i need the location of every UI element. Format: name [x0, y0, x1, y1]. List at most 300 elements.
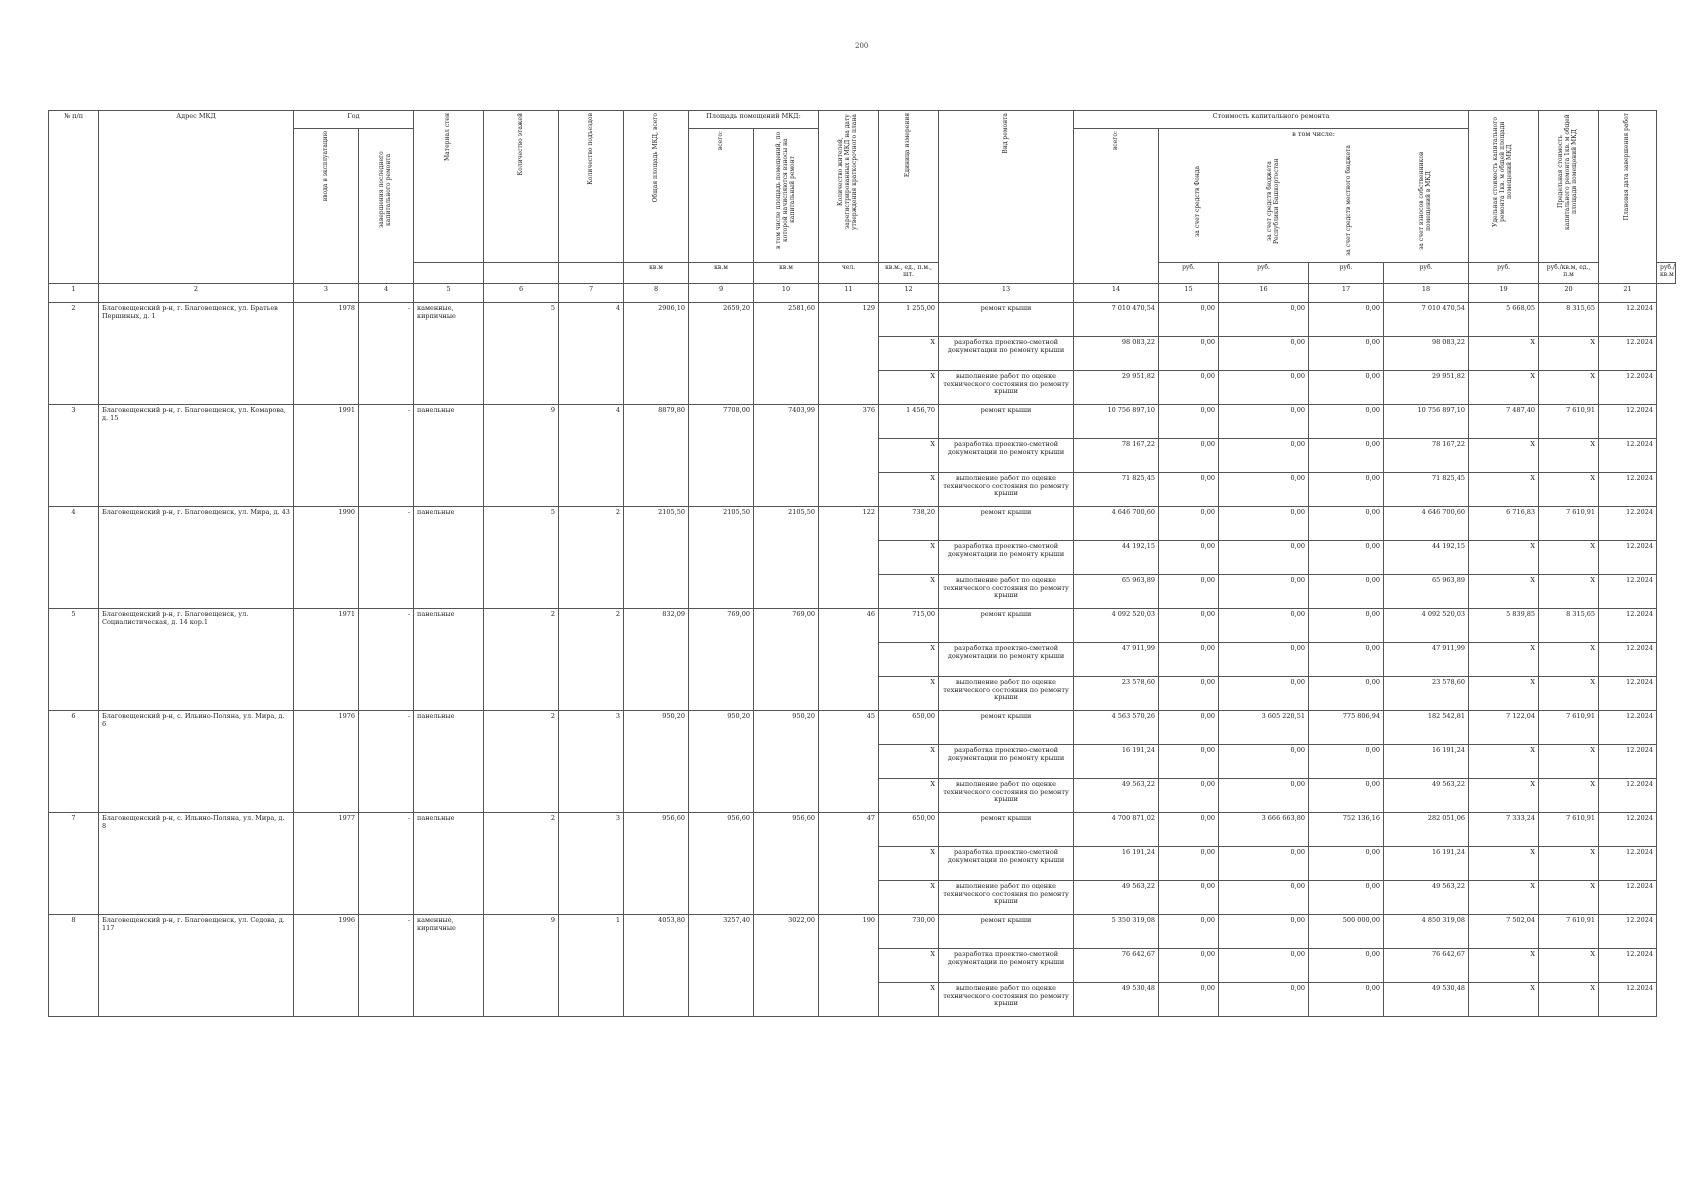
cell-unit: X: [879, 575, 939, 609]
cell-a1: 4053,80: [624, 915, 689, 1017]
cell-rb: 0,00: [1219, 779, 1309, 813]
cell-lc: X: [1539, 337, 1599, 371]
table-row: [49, 813, 1676, 847]
header-entrances: Количество подъездов: [586, 113, 594, 185]
cell-own: 49 563,22: [1384, 881, 1469, 915]
cell-tot: 76 642,67: [1074, 949, 1159, 983]
cell-own: 29 951,82: [1384, 371, 1469, 405]
cell-lc: 7 610,91: [1539, 405, 1599, 439]
cell-own: 44 192,15: [1384, 541, 1469, 575]
cell-uc: X: [1469, 983, 1539, 1017]
cell-n: 3: [49, 405, 99, 507]
header-floors: Количество этажей: [516, 113, 524, 176]
cell-y1: 1996: [294, 915, 359, 1017]
cell-type: выполнение работ по оценке технического состояния по ремонту крыши: [939, 779, 1074, 813]
cell-lc: X: [1539, 643, 1599, 677]
cell-type: разработка проектно-сметной документации по ремонту крыши: [939, 439, 1074, 473]
cell-tot: 49 563,22: [1074, 779, 1159, 813]
unit-cell: кв.м: [624, 263, 689, 284]
column-number: 13: [939, 284, 1074, 303]
cell-uc: 7 122,04: [1469, 711, 1539, 745]
cell-ent: 1: [559, 915, 624, 1017]
cell-f: 0,00: [1159, 881, 1219, 915]
cell-own: 4 092 520,03: [1384, 609, 1469, 643]
unit-cell: [414, 263, 484, 284]
cell-f: 0,00: [1159, 473, 1219, 507]
cell-mat: панельные: [414, 507, 484, 609]
column-number: 2: [99, 284, 294, 303]
unit-cell: руб.: [1469, 263, 1539, 284]
cell-type: ремонт крыши: [939, 915, 1074, 949]
cell-ent: 2: [559, 507, 624, 609]
cell-f: 0,00: [1159, 405, 1219, 439]
cell-uc: X: [1469, 677, 1539, 711]
cell-tot: 10 756 897,10: [1074, 405, 1159, 439]
cell-y1: 1990: [294, 507, 359, 609]
cell-lb: 0,00: [1309, 575, 1384, 609]
cell-own: 49 563,22: [1384, 779, 1469, 813]
cell-own: 4 646 700,60: [1384, 507, 1469, 541]
cell-dt: 12.2024: [1599, 473, 1657, 507]
cell-tot: 16 191,24: [1074, 745, 1159, 779]
unit-cell: кв.м: [689, 263, 754, 284]
cell-lc: X: [1539, 371, 1599, 405]
cell-a1: 8879,80: [624, 405, 689, 507]
cell-f: 0,00: [1159, 745, 1219, 779]
header-owners: за счет взносов собственников помещений в МКД: [1417, 152, 1432, 251]
cell-a3: 950,20: [754, 711, 819, 813]
cell-uc: 7 502,04: [1469, 915, 1539, 949]
cell-uc: X: [1469, 779, 1539, 813]
cell-uc: X: [1469, 337, 1539, 371]
cell-own: 7 010 470,54: [1384, 303, 1469, 337]
cell-res: 46: [819, 609, 879, 711]
header-unit: Единица измерения: [904, 113, 912, 178]
cell-a3: 769,00: [754, 609, 819, 711]
cell-tot: 98 083,22: [1074, 337, 1159, 371]
cell-lb: 0,00: [1309, 405, 1384, 439]
cell-lc: X: [1539, 541, 1599, 575]
cell-dt: 12.2024: [1599, 541, 1657, 575]
cell-dt: 12.2024: [1599, 677, 1657, 711]
header-total-area: Общая площадь МКД, всего: [651, 113, 659, 203]
cell-type: разработка проектно-сметной документации по ремонту крыши: [939, 745, 1074, 779]
cell-tot: 47 911,99: [1074, 643, 1159, 677]
cell-lc: X: [1539, 473, 1599, 507]
cell-type: разработка проектно-сметной документации по ремонту крыши: [939, 847, 1074, 881]
column-numbers-row: [49, 284, 1676, 303]
cell-lc: X: [1539, 847, 1599, 881]
cell-a2: 7708,00: [689, 405, 754, 507]
column-number: 11: [819, 284, 879, 303]
cell-lc: X: [1539, 575, 1599, 609]
cell-rb: 0,00: [1219, 473, 1309, 507]
cell-a1: 956,60: [624, 813, 689, 915]
cell-lc: 8 315,65: [1539, 609, 1599, 643]
cell-f: 0,00: [1159, 711, 1219, 745]
header-year-last-repair: завершения последнего капитального ремонта: [378, 151, 392, 229]
cell-unit: 738,20: [879, 507, 939, 541]
header-republic: за счет средств бюджета Республики Башкортостан: [1266, 158, 1280, 245]
cell-rb: 0,00: [1219, 303, 1309, 337]
cell-unit: 650,00: [879, 813, 939, 847]
cell-f: 0,00: [1159, 303, 1219, 337]
cell-y1: 1978: [294, 303, 359, 405]
column-number: 5: [414, 284, 484, 303]
cell-addr: Благовещенский р-н, г. Благовещенск, ул. Седова, д. 117: [99, 915, 294, 1017]
cell-own: 78 167,22: [1384, 439, 1469, 473]
column-number: 8: [624, 284, 689, 303]
cell-addr: Благовещенский р-н, с. Ильино-Поляна, ул. Мира, д. 6: [99, 711, 294, 813]
cell-lb: 0,00: [1309, 847, 1384, 881]
cell-f: 0,00: [1159, 575, 1219, 609]
cell-type: ремонт крыши: [939, 405, 1074, 439]
cell-ent: 3: [559, 711, 624, 813]
cell-type: ремонт крыши: [939, 711, 1074, 745]
cell-fl: 5: [484, 303, 559, 405]
cell-own: 4 850 319,08: [1384, 915, 1469, 949]
cell-rb: 0,00: [1219, 915, 1309, 949]
cell-type: выполнение работ по оценке технического состояния по ремонту крыши: [939, 677, 1074, 711]
cell-uc: 6 716,83: [1469, 507, 1539, 541]
header-year: Год: [294, 111, 414, 129]
cell-addr: Благовещенский р-н, с. Ильино-Поляна, ул. Мира, д. 8: [99, 813, 294, 915]
cell-unit: X: [879, 643, 939, 677]
cell-a2: 2105,50: [689, 507, 754, 609]
cell-own: 98 083,22: [1384, 337, 1469, 371]
cell-tot: 4 700 871,02: [1074, 813, 1159, 847]
cell-own: 47 911,99: [1384, 643, 1469, 677]
cell-a2: 950,20: [689, 711, 754, 813]
cell-n: 8: [49, 915, 99, 1017]
cell-dt: 12.2024: [1599, 337, 1657, 371]
cell-lb: 0,00: [1309, 303, 1384, 337]
cell-y2: -: [359, 507, 414, 609]
cell-y2: -: [359, 303, 414, 405]
cell-y2: -: [359, 405, 414, 507]
cell-dt: 12.2024: [1599, 813, 1657, 847]
cell-rb: 0,00: [1219, 745, 1309, 779]
header-fund: за счет средств Фонда: [1193, 165, 1201, 238]
cell-mat: панельные: [414, 405, 484, 507]
cell-fl: 2: [484, 711, 559, 813]
cell-rb: 0,00: [1219, 371, 1309, 405]
cell-uc: X: [1469, 847, 1539, 881]
cell-f: 0,00: [1159, 439, 1219, 473]
header-address: Адрес МКД: [99, 111, 294, 284]
cell-res: 122: [819, 507, 879, 609]
table-row: [49, 507, 1676, 541]
unit-cell: руб./кв.м: [1657, 263, 1676, 284]
cell-own: 23 578,60: [1384, 677, 1469, 711]
cell-res: 129: [819, 303, 879, 405]
cell-own: 71 825,45: [1384, 473, 1469, 507]
cell-lb: 0,00: [1309, 507, 1384, 541]
cell-type: выполнение работ по оценке технического состояния по ремонту крыши: [939, 371, 1074, 405]
cell-dt: 12.2024: [1599, 643, 1657, 677]
cell-f: 0,00: [1159, 371, 1219, 405]
column-number: 7: [559, 284, 624, 303]
unit-cell: руб.: [1159, 263, 1219, 284]
cell-mat: каменные, кирпичные: [414, 303, 484, 405]
cell-lc: X: [1539, 745, 1599, 779]
cell-lb: 0,00: [1309, 677, 1384, 711]
cell-a2: 956,60: [689, 813, 754, 915]
cell-y1: 1977: [294, 813, 359, 915]
cell-uc: 7 333,24: [1469, 813, 1539, 847]
cell-dt: 12.2024: [1599, 575, 1657, 609]
unit-cell: руб.: [1384, 263, 1469, 284]
cell-ent: 3: [559, 813, 624, 915]
cell-rb: 0,00: [1219, 643, 1309, 677]
cell-lb: 0,00: [1309, 439, 1384, 473]
cell-y2: -: [359, 609, 414, 711]
cell-dt: 12.2024: [1599, 609, 1657, 643]
cell-dt: 12.2024: [1599, 371, 1657, 405]
cell-own: 16 191,24: [1384, 745, 1469, 779]
cell-uc: X: [1469, 881, 1539, 915]
cell-unit: X: [879, 949, 939, 983]
cell-y1: 1991: [294, 405, 359, 507]
cell-lc: 8 315,65: [1539, 303, 1599, 337]
cell-uc: 7 487,40: [1469, 405, 1539, 439]
repair-plan-table: [48, 110, 1676, 1017]
cell-unit: X: [879, 677, 939, 711]
cell-dt: 12.2024: [1599, 745, 1657, 779]
column-number: 21: [1599, 284, 1657, 303]
cell-ent: 2: [559, 609, 624, 711]
cell-tot: 23 578,60: [1074, 677, 1159, 711]
column-number: 6: [484, 284, 559, 303]
cell-res: 376: [819, 405, 879, 507]
cell-tot: 65 963,89: [1074, 575, 1159, 609]
cell-lc: 7 610,91: [1539, 813, 1599, 847]
cell-type: выполнение работ по оценке технического состояния по ремонту крыши: [939, 983, 1074, 1017]
cell-fl: 2: [484, 609, 559, 711]
cell-a3: 2105,50: [754, 507, 819, 609]
column-number: 1: [49, 284, 99, 303]
cell-a2: 3257,40: [689, 915, 754, 1017]
header-including: в том числе: за счет средств Фонда за счет средств бюджета Республики Башкортостан за счет средств местного бюджета за счет взносов собственников помещений в МКД: [1159, 129, 1469, 263]
cell-y2: -: [359, 813, 414, 915]
cell-tot: 44 192,15: [1074, 541, 1159, 575]
cell-a3: 2581,60: [754, 303, 819, 405]
cell-lb: 0,00: [1309, 779, 1384, 813]
cell-lb: 0,00: [1309, 371, 1384, 405]
cell-a3: 7403,99: [754, 405, 819, 507]
table-row: [49, 303, 1676, 337]
cell-rb: 0,00: [1219, 541, 1309, 575]
cell-ent: 4: [559, 405, 624, 507]
table-row: [49, 915, 1676, 949]
cell-tot: 16 191,24: [1074, 847, 1159, 881]
cell-own: 76 642,67: [1384, 949, 1469, 983]
cell-tot: 49 530,48: [1074, 983, 1159, 1017]
cell-rb: 3 605 220,51: [1219, 711, 1309, 745]
cell-unit: X: [879, 881, 939, 915]
cell-f: 0,00: [1159, 507, 1219, 541]
cell-lb: 0,00: [1309, 643, 1384, 677]
column-number: 17: [1309, 284, 1384, 303]
cell-n: 4: [49, 507, 99, 609]
cell-addr: Благовещенский р-н, г. Благовещенск, ул. Братьев Першиных, д. 1: [99, 303, 294, 405]
cell-f: 0,00: [1159, 541, 1219, 575]
cell-type: ремонт крыши: [939, 609, 1074, 643]
cell-rb: 0,00: [1219, 609, 1309, 643]
cell-uc: X: [1469, 949, 1539, 983]
cell-type: разработка проектно-сметной документации по ремонту крыши: [939, 643, 1074, 677]
cell-tot: 71 825,45: [1074, 473, 1159, 507]
cell-y1: 1976: [294, 711, 359, 813]
cell-rb: 0,00: [1219, 405, 1309, 439]
column-number: 19: [1469, 284, 1539, 303]
cell-a1: 950,20: [624, 711, 689, 813]
cell-own: 10 756 897,10: [1384, 405, 1469, 439]
cell-addr: Благовещенский р-н, г. Благовещенск, ул. Мира, д. 43: [99, 507, 294, 609]
page-number: 200: [855, 42, 869, 50]
cell-unit: 715,00: [879, 609, 939, 643]
cell-dt: 12.2024: [1599, 847, 1657, 881]
cell-rb: 0,00: [1219, 337, 1309, 371]
cell-own: 16 191,24: [1384, 847, 1469, 881]
cell-tot: 4 563 570,26: [1074, 711, 1159, 745]
unit-cell: руб.: [1309, 263, 1384, 284]
column-number: 12: [879, 284, 939, 303]
cell-lb: 0,00: [1309, 337, 1384, 371]
unit-cell: руб./кв.м, ед., п.м: [1539, 263, 1599, 284]
cell-uc: X: [1469, 643, 1539, 677]
cell-fl: 9: [484, 405, 559, 507]
cell-lb: 500 000,00: [1309, 915, 1384, 949]
cell-type: разработка проектно-сметной документации по ремонту крыши: [939, 541, 1074, 575]
header-unit-cost: Удельная стоимость капитального ремонта 1кв. м общей площади помещений МКД: [1492, 116, 1513, 228]
header-wall-material: Материал стен: [444, 113, 452, 161]
cell-tot: 4 646 700,60: [1074, 507, 1159, 541]
cell-f: 0,00: [1159, 949, 1219, 983]
cell-unit: X: [879, 337, 939, 371]
cell-f: 0,00: [1159, 643, 1219, 677]
header-cost-total: всего:: [1111, 131, 1119, 151]
column-number: 14: [1074, 284, 1159, 303]
cell-rb: 0,00: [1219, 881, 1309, 915]
column-number: 4: [359, 284, 414, 303]
unit-cell: [559, 263, 624, 284]
header-cost: Стоимость капитального ремонта: [1074, 111, 1469, 129]
cell-f: 0,00: [1159, 813, 1219, 847]
table-row: [49, 711, 1676, 745]
cell-mat: панельные: [414, 711, 484, 813]
cell-f: 0,00: [1159, 983, 1219, 1017]
cell-lc: X: [1539, 949, 1599, 983]
header-plan-date: Плановая дата завершения работ: [1623, 113, 1631, 221]
cell-rb: 0,00: [1219, 507, 1309, 541]
cell-dt: 12.2024: [1599, 711, 1657, 745]
cell-f: 0,00: [1159, 337, 1219, 371]
cell-a3: 3022,00: [754, 915, 819, 1017]
cell-lb: 0,00: [1309, 609, 1384, 643]
column-number: 10: [754, 284, 819, 303]
cell-unit: X: [879, 779, 939, 813]
cell-own: 282 051,06: [1384, 813, 1469, 847]
cell-rb: 3 666 663,80: [1219, 813, 1309, 847]
cell-unit: X: [879, 439, 939, 473]
cell-a1: 2105,50: [624, 507, 689, 609]
cell-uc: X: [1469, 745, 1539, 779]
cell-lc: 7 610,91: [1539, 507, 1599, 541]
cell-unit: X: [879, 541, 939, 575]
cell-dt: 12.2024: [1599, 915, 1657, 949]
cell-dt: 12.2024: [1599, 779, 1657, 813]
cell-lb: 0,00: [1309, 949, 1384, 983]
cell-addr: Благовещенский р-н, г. Благовещенск, ул. Комарова, д. 15: [99, 405, 294, 507]
cell-tot: 5 350 319,08: [1074, 915, 1159, 949]
column-number: 18: [1384, 284, 1469, 303]
cell-y2: -: [359, 711, 414, 813]
cell-mat: панельные: [414, 609, 484, 711]
cell-dt: 12.2024: [1599, 303, 1657, 337]
cell-lb: 752 136,16: [1309, 813, 1384, 847]
cell-a1: 832,09: [624, 609, 689, 711]
header-year-commission: ввода в эксплуатацию: [321, 131, 329, 202]
unit-cell: чел.: [819, 263, 879, 284]
cell-unit: 650,00: [879, 711, 939, 745]
header-premises-contrib: в том числе площадь помещений, по которой начисляются взносы на капитальный ремонт: [774, 131, 796, 249]
cell-y1: 1971: [294, 609, 359, 711]
cell-n: 5: [49, 609, 99, 711]
cell-f: 0,00: [1159, 847, 1219, 881]
cell-addr: Благовещенский р-н, г. Благовещенск, ул. Социалистическая, д. 14 кор.1: [99, 609, 294, 711]
header-repair-type: Вид ремонта: [939, 111, 1074, 284]
cell-tot: 4 092 520,03: [1074, 609, 1159, 643]
cell-f: 0,00: [1159, 915, 1219, 949]
cell-lc: 7 610,91: [1539, 711, 1599, 745]
cell-rb: 0,00: [1219, 949, 1309, 983]
cell-fl: 2: [484, 813, 559, 915]
cell-type: ремонт крыши: [939, 303, 1074, 337]
column-number: 9: [689, 284, 754, 303]
cell-uc: 5 839,85: [1469, 609, 1539, 643]
cell-lc: X: [1539, 677, 1599, 711]
cell-rb: 0,00: [1219, 847, 1309, 881]
cell-fl: 5: [484, 507, 559, 609]
unit-cell: кв.м., ед., п.м., шт.: [879, 263, 939, 284]
cell-dt: 12.2024: [1599, 983, 1657, 1017]
cell-uc: X: [1469, 439, 1539, 473]
cell-n: 7: [49, 813, 99, 915]
cell-unit: 730,00: [879, 915, 939, 949]
cell-lc: X: [1539, 439, 1599, 473]
cell-a3: 956,60: [754, 813, 819, 915]
cell-dt: 12.2024: [1599, 439, 1657, 473]
cell-uc: X: [1469, 575, 1539, 609]
cell-rb: 0,00: [1219, 677, 1309, 711]
cell-own: 49 530,48: [1384, 983, 1469, 1017]
cell-dt: 12.2024: [1599, 881, 1657, 915]
cell-rb: 0,00: [1219, 983, 1309, 1017]
cell-unit: 1 255,00: [879, 303, 939, 337]
table-row: [49, 609, 1676, 643]
cell-res: 190: [819, 915, 879, 1017]
unit-cell: кв.м: [754, 263, 819, 284]
header-premises-area: Площадь помещений МКД:: [689, 111, 819, 129]
cell-lc: X: [1539, 983, 1599, 1017]
column-number: 15: [1159, 284, 1219, 303]
cell-type: выполнение работ по оценке технического состояния по ремонту крыши: [939, 575, 1074, 609]
cell-tot: 78 167,22: [1074, 439, 1159, 473]
cell-type: выполнение работ по оценке технического состояния по ремонту крыши: [939, 473, 1074, 507]
cell-n: 2: [49, 303, 99, 405]
cell-f: 0,00: [1159, 609, 1219, 643]
